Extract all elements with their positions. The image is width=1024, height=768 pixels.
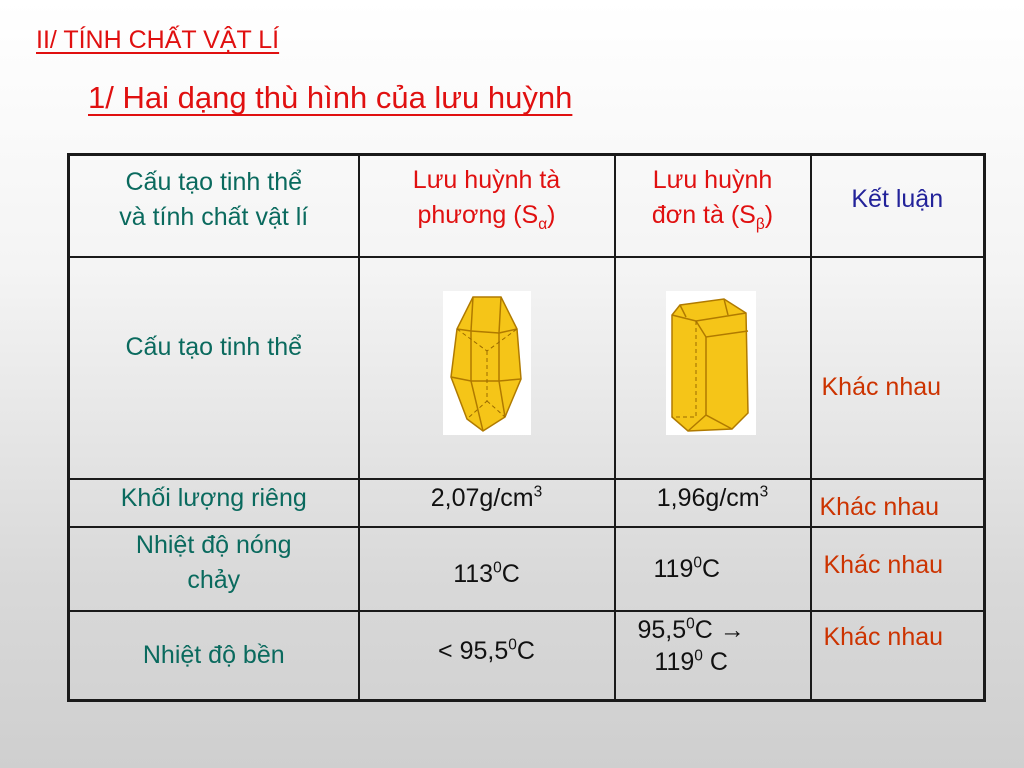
properties-table — [67, 153, 986, 702]
density-conclusion: Khác nhau — [819, 492, 940, 521]
header-alpha-close: ) — [547, 201, 556, 230]
table-row-crystal — [69, 257, 985, 479]
crystal-label: Cấu tạo tinh thể — [125, 333, 302, 361]
rhombic-sulfur-crystal-icon — [443, 291, 531, 435]
density-beta-cell — [615, 479, 811, 527]
stability-beta-line1-number: 95,5 — [637, 615, 687, 644]
melting-label-cell — [69, 527, 359, 611]
stability-alpha-prefix: < 95,5 — [438, 636, 509, 665]
melting-alpha-number: 113 — [453, 560, 494, 588]
crystal-conclusion-cell — [811, 257, 985, 479]
melting-beta-cell — [615, 527, 811, 611]
stability-alpha-unit: C — [516, 636, 535, 665]
stability-beta-value — [638, 614, 745, 679]
density-label: Khối lượng riêng — [120, 484, 307, 512]
header-alpha-line1: Lưu huỳnh tà — [412, 166, 561, 195]
section-heading: II/ TÍNH CHẤT VẬT LÍ — [36, 26, 280, 54]
stability-alpha-cell — [359, 611, 615, 701]
table-row-melting — [69, 527, 985, 611]
melting-beta-value — [654, 552, 721, 587]
stability-label-cell — [69, 611, 359, 701]
header-beta-sub: β — [755, 216, 765, 234]
beta-crystal-cell — [615, 257, 811, 479]
density-alpha-value — [431, 481, 542, 516]
melting-alpha-value — [453, 557, 520, 592]
melting-label-line1: Nhiệt độ nóng — [135, 530, 292, 559]
header-alpha-sub: α — [538, 216, 548, 234]
crystal-label-cell — [69, 257, 359, 479]
stability-arrow-icon: → — [719, 615, 745, 644]
density-alpha-cell — [359, 479, 615, 527]
density-beta-sup: 3 — [759, 483, 769, 501]
alpha-crystal-cell — [359, 257, 615, 479]
melting-beta-number: 119 — [653, 554, 694, 583]
stability-beta-line1-unit: C — [694, 615, 713, 644]
melting-conclusion: Khác nhau — [823, 550, 944, 579]
table-header-row — [69, 155, 985, 257]
header-conclusion — [811, 155, 985, 257]
stability-conclusion: Khác nhau — [823, 622, 944, 651]
header-property — [69, 155, 359, 257]
stability-beta-line2-sup: 0 — [694, 647, 703, 665]
header-property-line1: Cấu tạo tinh thể — [125, 167, 302, 196]
melting-beta-sup: 0 — [693, 554, 702, 572]
melting-alpha-unit: C — [501, 560, 520, 588]
monoclinic-sulfur-crystal-icon — [666, 291, 756, 435]
stability-beta-cell — [615, 611, 811, 701]
stability-alpha-sup: 0 — [508, 636, 517, 654]
header-beta — [615, 155, 811, 257]
density-beta-number: 1,96g/cm — [656, 484, 760, 512]
table-row-stability — [69, 611, 985, 701]
stability-alpha-value — [438, 634, 535, 669]
stability-beta-line1-sup: 0 — [686, 615, 695, 633]
header-conclusion-label: Kết luận — [851, 185, 944, 214]
density-conclusion-cell — [811, 479, 985, 527]
melting-alpha-sup: 0 — [493, 559, 502, 577]
stability-conclusion-cell — [811, 611, 985, 701]
header-beta-close: ) — [764, 201, 774, 230]
table-row-density — [69, 479, 985, 527]
melting-alpha-cell — [359, 527, 615, 611]
melting-conclusion-cell — [811, 527, 985, 611]
header-alpha-line2: phương (S — [417, 201, 539, 230]
density-alpha-number: 2,07g/cm — [430, 484, 534, 512]
density-label-cell — [69, 479, 359, 527]
header-beta-line1: Lưu huỳnh — [652, 166, 773, 195]
header-property-line2: và tính chất vật lí — [119, 202, 309, 231]
melting-beta-unit: C — [701, 554, 721, 583]
stability-beta-line2-number: 119 — [654, 648, 695, 676]
subsection-heading: 1/ Hai dạng thù hình của lưu huỳnh — [88, 80, 573, 115]
density-beta-value — [657, 481, 768, 516]
crystal-conclusion: Khác nhau — [821, 372, 942, 401]
header-beta-line2: đơn tà (S — [651, 201, 756, 230]
stability-label: Nhiệt độ bền — [142, 640, 285, 669]
melting-label-line2: chảy — [187, 565, 241, 594]
stability-beta-line2-unit: C — [702, 648, 728, 676]
header-alpha — [359, 155, 615, 257]
density-alpha-sup: 3 — [533, 483, 543, 501]
